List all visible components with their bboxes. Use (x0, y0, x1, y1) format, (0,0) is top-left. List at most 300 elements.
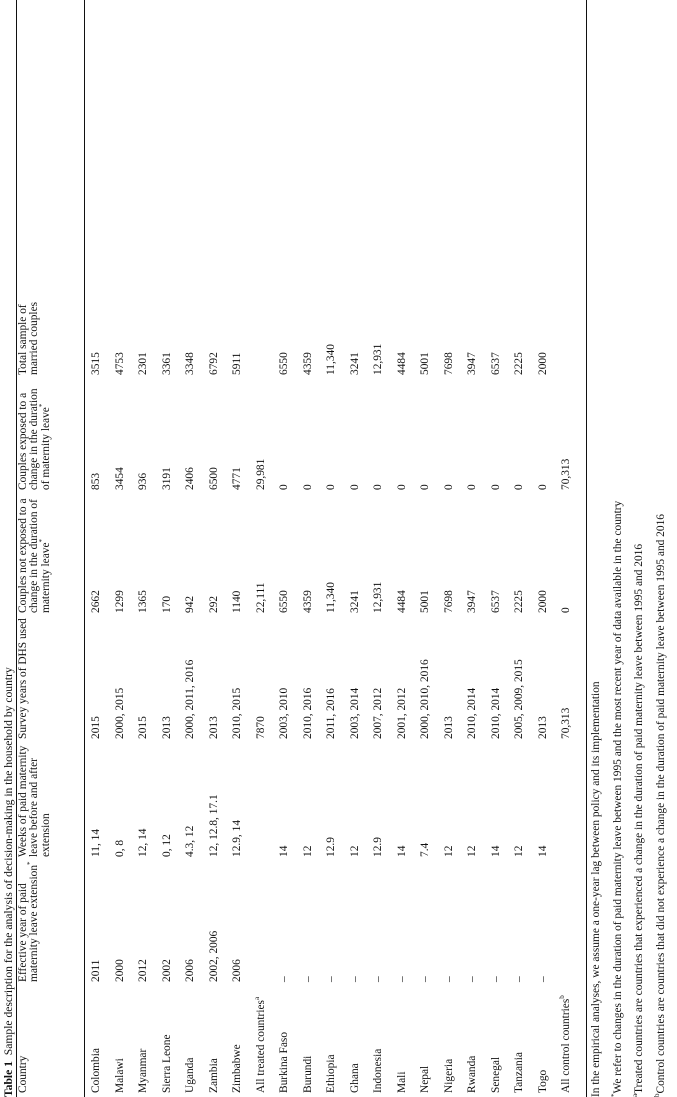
cell-text: 2013 (160, 716, 173, 739)
cell-text: Nepal (419, 1065, 431, 1093)
cell-couples-not-exposed (373, 582, 385, 613)
cell-text: Nigeria (442, 1058, 455, 1093)
column-header-label: Couples exposed to a change in the duration of maternity leave (17, 388, 52, 490)
cell-text: 0 (278, 484, 290, 490)
cell-effective-year (514, 976, 526, 982)
cell-text: 6550 (278, 590, 290, 613)
cell-total-sample (138, 352, 150, 375)
cell-survey-years (326, 688, 338, 739)
cell-effective-year (326, 976, 338, 982)
cell-total-sample (303, 352, 315, 375)
cell-weeks-paid-leave (115, 840, 127, 857)
cell-weeks-paid-leave (326, 837, 338, 857)
cell-text: 6500 (207, 467, 220, 490)
column-header-total-sample (18, 275, 41, 375)
cell-total-sample (162, 352, 174, 375)
cell-text: 12.9 (325, 837, 337, 857)
cell-country (538, 1070, 550, 1093)
cell-couples-exposed (444, 484, 456, 490)
cell-text: 2225 (513, 352, 525, 375)
cell-effective-year (538, 976, 550, 982)
cell-text: 70,313 (560, 707, 572, 739)
cell-text: 29,981 (254, 458, 267, 490)
cell-couples-exposed (162, 467, 174, 490)
cell-text: 12.9 (372, 837, 384, 857)
cell-text: 2002 (160, 959, 173, 982)
column-header-note-mark: * (26, 861, 35, 865)
cell-text: 292 (207, 595, 220, 613)
cell-effective-year (444, 976, 456, 982)
table-header-rule (84, 0, 85, 1097)
cell-couples-exposed (326, 484, 338, 490)
cell-text: Ghana (348, 1063, 361, 1093)
cell-text: 2301 (137, 352, 149, 375)
cell-text: 12 (348, 845, 361, 857)
cell-effective-year (279, 976, 291, 982)
cell-text: Mali (395, 1071, 408, 1093)
cell-couples-not-exposed (491, 590, 503, 613)
column-header-survey-years (18, 617, 29, 739)
cell-weeks-paid-leave (397, 846, 409, 857)
cell-country (303, 1056, 315, 1093)
cell-text: Rwanda (466, 1055, 478, 1093)
cell-text: 0 (489, 484, 502, 490)
cell-text: – (372, 976, 384, 982)
cell-text: 2006 (231, 959, 243, 982)
cell-total-sample (467, 352, 479, 375)
cell-total-sample (420, 352, 432, 375)
cell-text: 1365 (137, 590, 149, 613)
cell-survey-years (162, 716, 174, 739)
cell-text: 14 (536, 845, 549, 857)
cell-couples-exposed (397, 484, 409, 490)
column-header-note-mark: * (38, 403, 47, 408)
cell-weeks-paid-leave (232, 820, 244, 857)
footnote-mark: * (609, 1093, 618, 1097)
footnote (652, 514, 667, 1097)
cell-text: 0 (419, 484, 431, 490)
cell-total-sample (232, 353, 244, 375)
cell-total-sample (350, 352, 362, 375)
cell-text: 70,313 (560, 458, 572, 490)
cell-text: Uganda (184, 1057, 196, 1093)
cell-text: 2015 (137, 716, 149, 739)
cell-text: Togo (536, 1069, 549, 1093)
table-bottom-rule (586, 0, 587, 1097)
cell-effective-year (397, 976, 409, 982)
cell-text: 3191 (160, 467, 173, 490)
cell-couples-not-exposed (115, 590, 127, 613)
cell-text: – (325, 976, 337, 982)
cell-country (279, 1032, 291, 1093)
cell-survey-years (138, 716, 150, 739)
cell-survey-years (256, 716, 268, 739)
cell-couples-exposed (467, 484, 479, 490)
column-header-country (18, 988, 29, 1093)
cell-text: 1299 (113, 590, 126, 613)
cell-total-sample (91, 352, 103, 375)
cell-text: 4359 (301, 590, 314, 613)
cell-couples-not-exposed (162, 596, 174, 613)
cell-couples-not-exposed (397, 590, 409, 613)
footnote-text: We refer to changes in the duration of paid maternity leave between 1995 and the most recent year of data available in the country (611, 500, 624, 1094)
footnote (633, 544, 645, 1097)
cell-total-sample (373, 344, 385, 375)
cell-effective-year (185, 959, 197, 982)
cell-weeks-paid-leave (185, 826, 197, 857)
cell-survey-years (303, 688, 315, 739)
cell-couples-exposed (350, 484, 362, 490)
cell-couples-not-exposed (256, 583, 268, 613)
cell-couples-not-exposed (209, 596, 221, 613)
cell-text: 853 (90, 472, 102, 490)
cell-text: 4484 (395, 352, 408, 375)
cell-effective-year (491, 976, 503, 982)
cell-text: Malawi (113, 1058, 126, 1093)
cell-text: 3361 (160, 352, 173, 375)
cell-weeks-paid-leave (162, 834, 174, 857)
cell-couples-exposed (420, 484, 432, 490)
cell-couples-not-exposed (138, 590, 150, 613)
cell-text: 4484 (395, 590, 408, 613)
cell-survey-years (373, 688, 385, 739)
footnote-text: Treated countries are countries that experienced a change in the duration of paid maternity leave between 1995 and 2016 (633, 543, 645, 1094)
cell-text: 5911 (231, 352, 243, 375)
cell-couples-not-exposed (444, 590, 456, 613)
cell-text: Myanmar (137, 1048, 149, 1093)
cell-text: 2012 (137, 959, 149, 982)
cell-total-sample (538, 352, 550, 375)
cell-couples-not-exposed (561, 607, 573, 613)
cell-text: 3947 (466, 352, 478, 375)
cell-effective-year (420, 976, 432, 982)
cell-text: 2015 (90, 716, 102, 739)
cell-survey-years (514, 659, 526, 739)
cell-text: 12 (442, 845, 455, 857)
cell-text: 12, 14 (137, 828, 149, 857)
cell-text: 3947 (466, 590, 478, 613)
cell-text: 5001 (419, 352, 431, 375)
cell-text: 11, 14 (90, 828, 102, 857)
cell-text: 2010, 2014 (489, 687, 502, 739)
row-note-mark: b (558, 995, 567, 999)
cell-couples-exposed (256, 459, 268, 490)
cell-text: 4771 (231, 467, 243, 490)
cell-country (115, 1058, 127, 1093)
table-label: Table 1 (2, 1061, 15, 1097)
cell-text: – (536, 976, 549, 982)
cell-text: 2000, 2015 (113, 687, 126, 739)
cell-text: 7698 (442, 352, 455, 375)
cell-text: 2013 (207, 716, 220, 739)
column-header-label: Effective year of paid maternity leave extension (17, 864, 41, 982)
cell-text: 2011 (90, 959, 102, 982)
cell-survey-years (538, 716, 550, 739)
column-header-label: Total sample of married couples (17, 301, 41, 375)
cell-couples-not-exposed (279, 590, 291, 613)
footnote (590, 681, 602, 1097)
cell-text: All treated countries (254, 1000, 267, 1093)
cell-text: 2013 (442, 716, 455, 739)
cell-text: – (466, 976, 478, 982)
cell-text: 0 (536, 484, 549, 490)
cell-text: 0 (560, 607, 572, 613)
cell-text: 2006 (184, 959, 196, 982)
cell-couples-exposed (91, 473, 103, 490)
cell-text: 0, 12 (160, 834, 173, 857)
cell-country (444, 1059, 456, 1093)
cell-text: 2406 (184, 467, 196, 490)
cell-couples-exposed (138, 473, 150, 490)
cell-couples-not-exposed (538, 590, 550, 613)
cell-total-sample (514, 352, 526, 375)
cell-text: 942 (184, 595, 196, 613)
cell-text: 2001, 2012 (395, 687, 408, 739)
cell-text: 0 (301, 484, 314, 490)
cell-survey-years (444, 716, 456, 739)
column-header-label: Couples not exposed to a change in the duration of maternity leave (17, 498, 52, 613)
cell-text: 14 (278, 845, 290, 857)
cell-couples-exposed (115, 467, 127, 490)
cell-total-sample (397, 352, 409, 375)
cell-couples-exposed (303, 484, 315, 490)
cell-survey-years (561, 708, 573, 739)
cell-text: 2000 (536, 590, 549, 613)
footnote-mark: b (652, 1093, 661, 1097)
cell-text: 12.9, 14 (231, 819, 243, 857)
cell-text: Tanzania (513, 1052, 525, 1093)
footnote-text: In the empirical analyses, we assume a one-year lag between policy and its implementation (590, 681, 602, 1097)
cell-text: 2013 (536, 716, 549, 739)
cell-text: 3348 (184, 352, 196, 375)
cell-text: 3241 (348, 352, 361, 375)
cell-text: 2003, 2010 (278, 687, 290, 739)
cell-couples-exposed (373, 484, 385, 490)
cell-text: 2010, 2014 (466, 687, 478, 739)
cell-text: 5001 (419, 590, 431, 613)
cell-text: 2003, 2014 (348, 687, 361, 739)
cell-country (467, 1056, 479, 1093)
cell-total-sample (326, 344, 338, 375)
cell-text: Burkina Faso (278, 1031, 290, 1093)
cell-total-sample (115, 352, 127, 375)
cell-couples-exposed (538, 484, 550, 490)
cell-text: 2005, 2009, 2015 (513, 659, 525, 739)
column-header-weeks-paid-leave (18, 743, 52, 857)
cell-text: – (395, 976, 408, 982)
cell-couples-exposed (209, 467, 221, 490)
cell-survey-years (467, 688, 479, 739)
cell-text: – (419, 976, 431, 982)
cell-text: All control countries (560, 998, 572, 1093)
cell-couples-not-exposed (326, 582, 338, 613)
cell-couples-exposed (561, 459, 573, 490)
cell-text: 22,111 (254, 582, 267, 613)
cell-text: Ethiopia (325, 1054, 337, 1093)
cell-text: 4753 (113, 352, 126, 375)
cell-weeks-paid-leave (467, 846, 479, 857)
cell-effective-year (467, 976, 479, 982)
cell-survey-years (420, 659, 432, 739)
cell-couples-exposed (185, 467, 197, 490)
row-note-mark: a (252, 996, 261, 1000)
cell-text: 0 (372, 484, 384, 490)
cell-country (373, 1049, 385, 1093)
cell-couples-not-exposed (350, 590, 362, 613)
cell-total-sample (185, 352, 197, 375)
cell-text: 6537 (489, 590, 502, 613)
cell-effective-year (162, 959, 174, 982)
column-header-label: Weeks of paid maternity leave before and after extension (17, 745, 52, 857)
cell-country (326, 1054, 338, 1093)
cell-couples-exposed (491, 484, 503, 490)
cell-text: – (442, 976, 455, 982)
cell-survey-years (115, 688, 127, 739)
cell-text: 4359 (301, 352, 314, 375)
cell-text: 11,340 (325, 344, 337, 375)
cell-text: 12 (513, 845, 525, 857)
column-header-note-mark: * (38, 538, 47, 543)
cell-text: Zambia (207, 1058, 220, 1093)
cell-text: 0 (442, 484, 455, 490)
cell-text: 2010, 2015 (231, 687, 243, 739)
cell-survey-years (209, 716, 221, 739)
cell-text: 936 (137, 472, 149, 490)
cell-text: – (489, 976, 502, 982)
cell-text: 12,931 (372, 343, 384, 375)
cell-weeks-paid-leave (420, 843, 432, 857)
cell-text: – (301, 976, 314, 982)
cell-weeks-paid-leave (350, 846, 362, 857)
cell-text: Senegal (489, 1056, 502, 1093)
cell-text: 2011, 2016 (325, 688, 337, 739)
cell-country (252, 996, 268, 1093)
cell-text: 170 (160, 595, 173, 613)
cell-text: 11,340 (325, 582, 337, 613)
cell-text: 0 (325, 484, 337, 490)
footnote (609, 500, 624, 1097)
cell-text: 7698 (442, 590, 455, 613)
cell-text: – (513, 976, 525, 982)
cell-text: 3454 (113, 467, 126, 490)
cell-effective-year (91, 960, 103, 982)
cell-text: 2000 (113, 959, 126, 982)
cell-text: 6537 (489, 352, 502, 375)
cell-weeks-paid-leave (303, 846, 315, 857)
cell-text: 0 (513, 484, 525, 490)
cell-text: Colombia (90, 1048, 102, 1093)
cell-weeks-paid-leave (138, 829, 150, 857)
cell-survey-years (232, 688, 244, 739)
cell-total-sample (209, 352, 221, 375)
cell-text: 14 (395, 845, 408, 857)
cell-survey-years (91, 716, 103, 739)
cell-couples-not-exposed (185, 596, 197, 613)
cell-text: 7.4 (419, 842, 431, 857)
cell-weeks-paid-leave (491, 846, 503, 857)
cell-country (491, 1057, 503, 1093)
cell-effective-year (373, 976, 385, 982)
cell-text: 1140 (231, 590, 243, 613)
cell-survey-years (491, 688, 503, 739)
cell-couples-not-exposed (303, 590, 315, 613)
cell-text: 6550 (278, 352, 290, 375)
cell-text: 2002, 2006 (207, 930, 220, 982)
cell-weeks-paid-leave (444, 846, 456, 857)
cell-couples-not-exposed (467, 590, 479, 613)
cell-text: 0 (348, 484, 361, 490)
cell-couples-not-exposed (514, 590, 526, 613)
cell-text: – (348, 976, 361, 982)
cell-text: Indonesia (372, 1048, 384, 1093)
cell-text: 0 (466, 484, 478, 490)
cell-country (397, 1071, 409, 1093)
cell-country (162, 1034, 174, 1093)
cell-text: 12 (301, 845, 314, 857)
footnote-text: Control countries are countries that did not experience a change in the duration of paid maternity leave between 1995 and 2016 (654, 514, 667, 1094)
cell-text: 2010, 2016 (301, 687, 314, 739)
cell-text: 2000 (536, 352, 549, 375)
cell-country (558, 995, 573, 1093)
cell-effective-year (303, 976, 315, 982)
cell-text: – (278, 976, 290, 982)
cell-weeks-paid-leave (91, 829, 103, 857)
cell-weeks-paid-leave (279, 846, 291, 857)
cell-effective-year (232, 959, 244, 982)
cell-couples-not-exposed (420, 590, 432, 613)
cell-couples-exposed (232, 467, 244, 490)
cell-couples-not-exposed (91, 590, 103, 613)
table-caption (2, 667, 15, 1097)
cell-country (185, 1058, 197, 1093)
cell-country (514, 1052, 526, 1093)
cell-text: 12 (466, 845, 478, 857)
cell-couples-exposed (279, 484, 291, 490)
cell-text: 7870 (254, 716, 267, 739)
cell-couples-not-exposed (232, 591, 244, 613)
cell-text: Burundi (301, 1055, 314, 1093)
cell-country (420, 1066, 432, 1093)
cell-total-sample (279, 352, 291, 375)
cell-couples-exposed (514, 484, 526, 490)
cell-effective-year (138, 959, 150, 982)
column-header-label: Survey years of DHS used (17, 618, 29, 739)
cell-survey-years (185, 660, 197, 739)
cell-text: 2225 (513, 590, 525, 613)
cell-text: Sierra Leone (160, 1034, 173, 1093)
cell-country (232, 1044, 244, 1093)
cell-survey-years (279, 688, 291, 739)
footnote-mark: a (631, 1093, 640, 1097)
cell-weeks-paid-leave (209, 794, 221, 857)
cell-text: 0, 8 (113, 839, 126, 857)
cell-text: 12,931 (372, 581, 384, 613)
cell-text: 14 (489, 845, 502, 857)
cell-text: 3515 (90, 352, 102, 375)
cell-text: 3241 (348, 590, 361, 613)
cell-effective-year (350, 976, 362, 982)
cell-weeks-paid-leave (538, 846, 550, 857)
cell-country (91, 1048, 103, 1093)
cell-text: 4.3, 12 (184, 825, 196, 857)
cell-country (138, 1049, 150, 1093)
cell-text: 0 (395, 484, 408, 490)
cell-text: 2662 (90, 590, 102, 613)
cell-total-sample (444, 352, 456, 375)
cell-weeks-paid-leave (514, 846, 526, 857)
column-header-couples-not-exposed (18, 493, 52, 613)
column-header-effective-year (18, 860, 41, 982)
